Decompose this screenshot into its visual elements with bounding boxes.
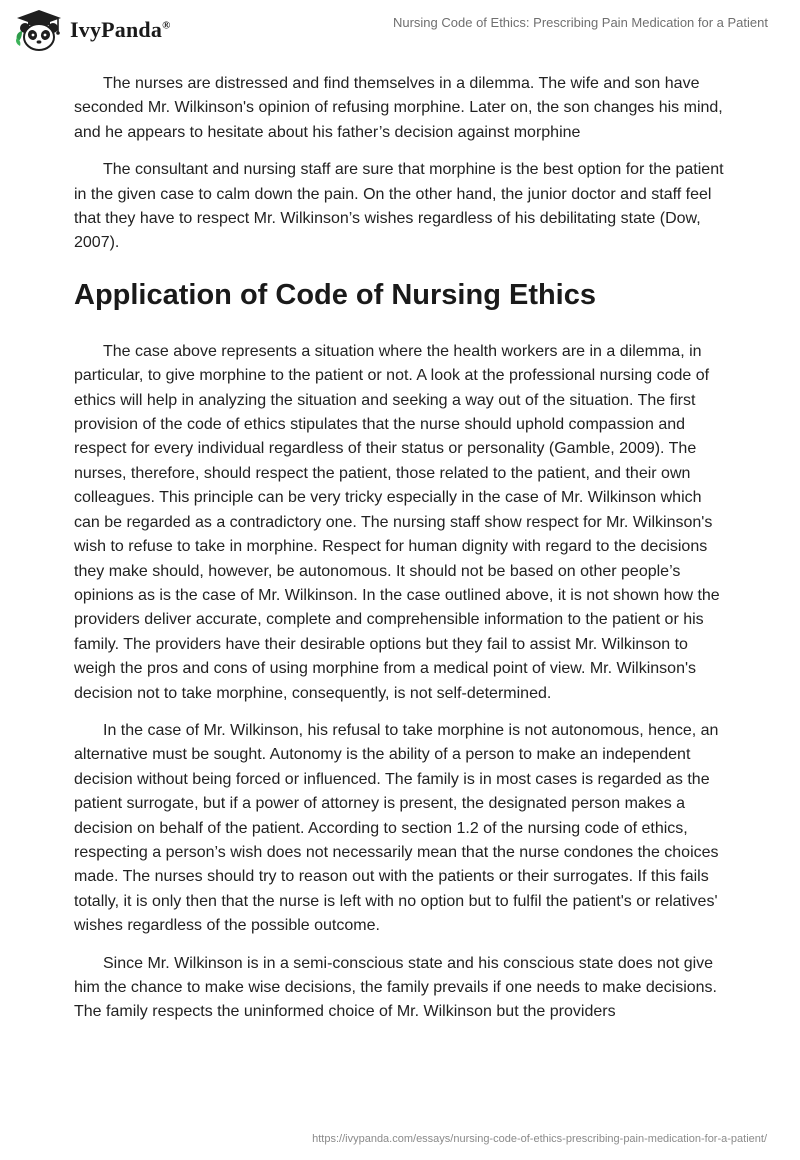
paragraph: In the case of Mr. Wilkinson, his refusal to take morphine is not autonomous, hence, an alternative must be sought. Autonomy is the ability of a person to make an independent decision without being forced or influenced. The family is in most cases is regarded as the patient surrogate, but if a power of attorney is present, the designated person makes a decision on behalf of the patient. According to section 1.2 of the nursing code of ethics, respecting a person’s wish does not necessarily mean that the nurse condones the choices made. The nurses should try to reason out with the patients or their surrogates. If this fails totally, it is only then that the nurse is left with no option but to fulfil the patient's or relatives' wishes regardless of the possible outcome. — [74, 721, 719, 935]
paragraph: The consultant and nursing staff are sure that morphine is the best option for the patient in the given case to calm down the pain. On the other hand, the junior doctor and staff feel that they have to respect Mr. Wilkinson’s wishes regardless of his debilitating state (Dow, 2007). — [74, 161, 724, 252]
logo-wordmark: IvyPanda® — [70, 17, 171, 42]
document-title: Nursing Code of Ethics: Prescribing Pain Medication for a Patient — [392, 15, 768, 30]
paragraph: The case above represents a situation where the health workers are in a dilemma, in particular, to give morphine to the patient or not. A look at the professional nursing code of ethics will help in analyzing the situation and seeking a way out of the situation. The first provision of the code of ethics stipulates that the nurse should uphold compassion and respect for every individual regardless of their status or personality (Gamble, 2009). The nurses, therefore, should respect the patient, those related to the patient, and their own colleagues. This principle can be very tricky especially in the case of Mr. Wilkinson which can be regarded as a contradictory one. The nursing staff show respect for Mr. Wilkinson's wish to refuse to take in morphine. Respect for human dignity with regard to the decisions they make should, however, be autonomous. It should not be based on other people’s opinions as is the case of Mr. Wilkinson. In the case outlined above, it is not shown how the providers deliver accurate, complete and comprehensible information to the patient or his family. The providers have their desirable options but they fail to assist Mr. Wilkinson to weigh the pros and cons of using morphine from a medical point of view. Mr. Wilkinson's decision not to take morphine, consequently, is not self-determined. — [74, 342, 720, 702]
registered-mark: ® — [162, 19, 171, 32]
page-header — [0, 0, 800, 60]
ivypanda-logo[interactable] — [14, 8, 171, 52]
panda-graduate-icon — [14, 8, 64, 52]
paragraph: Since Mr. Wilkinson is in a semi-conscious state and his conscious state does not give him the chance to make wise decisions, the family prevails if one needs to make decisions. The family respects the uninformed choice of Mr. Wilkinson but the providers — [74, 954, 717, 1021]
essay-content — [74, 72, 730, 1038]
source-url-link[interactable]: https://ivypanda.com/essays/nursing-code-of-ethics-prescribing-pain-medication-for-a-patient/ — [312, 1133, 767, 1145]
paragraph: The nurses are distressed and find themselves in a dilemma. The wife and son have seconded Mr. Wilkinson's opinion of refusing morphine. Later on, the son changes his mind, and he appears to hesitate about his father’s decision against morphine — [74, 75, 723, 141]
section-heading: Application of Code of Nursing Ethics — [74, 278, 596, 311]
